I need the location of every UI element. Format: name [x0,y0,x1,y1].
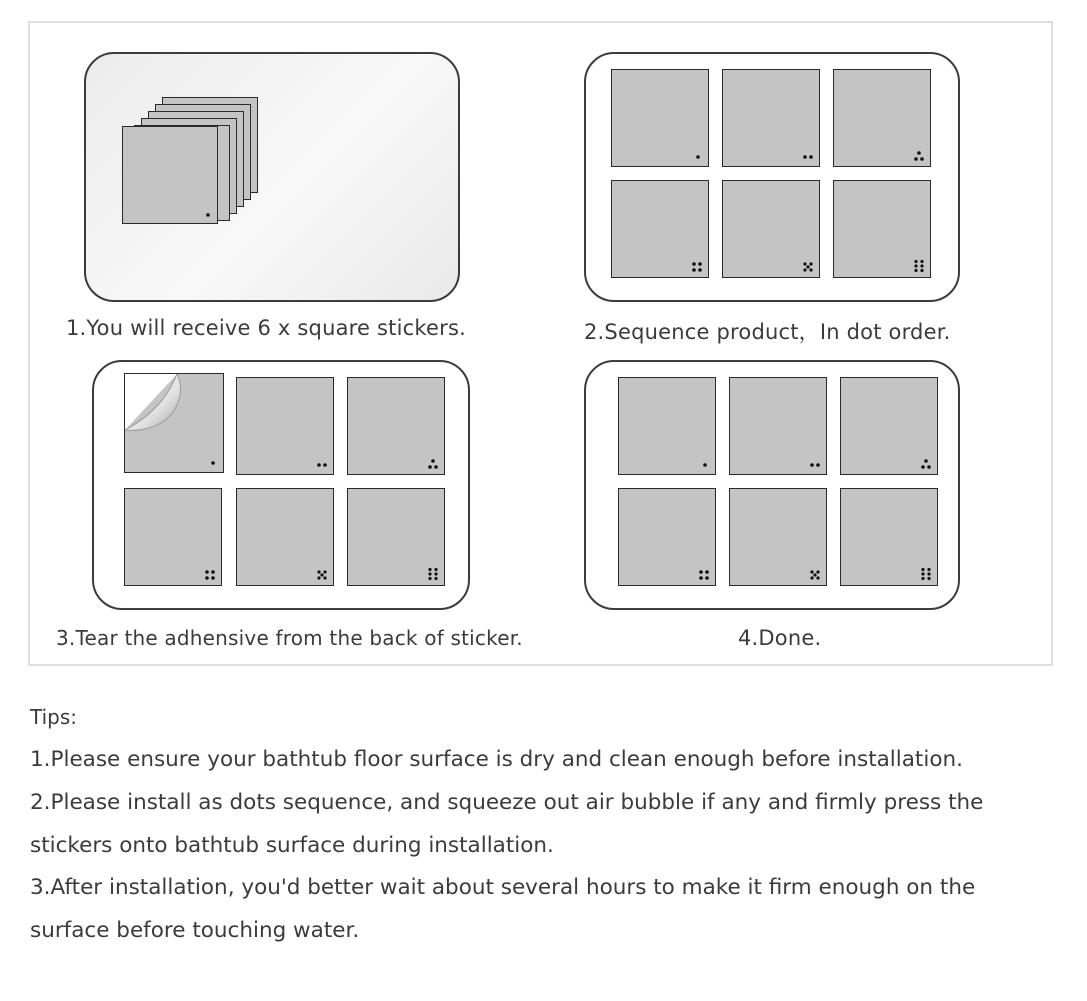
sticker-sheet-front [122,126,218,224]
step2-illustration [584,52,960,302]
sticker-tile [840,488,938,586]
dot-marker [693,152,703,162]
step3-caption: 3.Tear the adhensive from the back of sticker. [56,626,523,650]
dot-marker [920,567,932,581]
tip-line: stickers onto bathtub surface during installation. [30,833,554,858]
sticker-tile [729,488,827,586]
dot-marker [427,458,439,470]
sticker-tile [347,488,445,586]
sticker-tile-peeling [124,373,224,473]
sticker-tile [722,180,820,278]
dot-marker [802,152,814,162]
one-dot-marker [204,211,212,219]
step4-caption: 4.Done. [738,626,822,650]
tip-line: 2.Please install as dots sequence, and squeeze out air bubble if any and firmly press the [30,790,984,815]
dot-marker [913,150,925,162]
dot-marker [698,569,710,581]
tips-title: Tips: [30,705,78,729]
tip-line: 3.After installation, you'd better wait about several hours to make it firm enough on the [30,875,976,900]
sticker-tile [618,488,716,586]
dot-marker [204,569,216,581]
sticker-tile [236,488,334,586]
step2-caption: 2.Sequence product，In dot order. [584,320,951,344]
sticker-tile [611,180,709,278]
sticker-tile [729,377,827,475]
sticker-tile [618,377,716,475]
sticker-tile [833,69,931,167]
dot-marker [809,460,821,470]
dot-marker [208,458,218,468]
dot-marker [700,460,710,470]
dot-marker [920,458,932,470]
step4-illustration [584,360,960,610]
dot-marker [316,460,328,470]
step1-caption: 1.You will receive 6 x square stickers. [66,316,466,340]
step1-illustration [84,52,460,302]
sticker-tile [840,377,938,475]
sticker-tile [722,69,820,167]
dot-marker [691,261,703,273]
dot-marker [427,567,439,581]
step3-illustration [92,360,470,610]
tip-line: surface before touching water. [30,918,360,943]
sticker-tile [347,377,445,475]
dot-marker [802,261,814,273]
sticker-tile [611,69,709,167]
dot-marker [809,569,821,581]
dot-marker [316,569,328,581]
dot-marker [913,259,925,273]
sticker-tile [236,377,334,475]
tip-line: 1.Please ensure your bathtub floor surface is dry and clean enough before installation. [30,747,963,772]
sticker-tile [833,180,931,278]
sticker-tile [124,488,222,586]
